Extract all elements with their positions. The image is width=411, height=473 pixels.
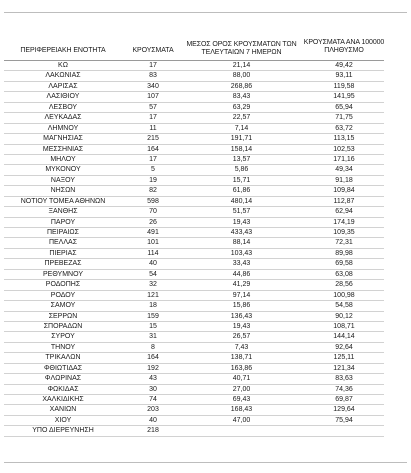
cell-cases-per-100k: 121,34 bbox=[333, 364, 355, 372]
cell-region: ΣΕΡΡΩΝ bbox=[48, 312, 78, 320]
cell-cases-per-100k: 109,35 bbox=[333, 229, 355, 236]
cell-cases: 114 bbox=[147, 249, 159, 257]
cell-region: ΥΠΟ ΔΙΕΡΕΥΝΗΣΗ bbox=[32, 427, 94, 435]
cell-region: ΣΑΜΟΥ bbox=[50, 302, 76, 310]
table-row bbox=[4, 270, 384, 280]
table-row bbox=[4, 71, 384, 81]
table-body bbox=[4, 61, 384, 437]
cell-region: ΧΑΛΚΙΔΙΚΗΣ bbox=[42, 396, 84, 403]
cell-region: ΤΗΝΟΥ bbox=[50, 343, 76, 351]
table-row bbox=[4, 249, 384, 259]
cell-seven-day-average: 168,43 bbox=[230, 406, 253, 414]
cell-region: ΛΕΥΚΑΔΑΣ bbox=[44, 114, 82, 122]
cell-cases: 40 bbox=[149, 260, 157, 268]
table-row bbox=[4, 332, 384, 342]
cell-region: ΜΑΓΝΗΣΙΑΣ bbox=[43, 135, 83, 143]
cell-seven-day-average: 27,00 bbox=[232, 385, 251, 393]
cell-region: ΛΑΣΙΘΙΟΥ bbox=[46, 93, 80, 101]
table-row bbox=[4, 259, 384, 269]
cell-cases-per-100k: 119,58 bbox=[333, 82, 355, 90]
cell-region: ΜΥΚΟΝΟΥ bbox=[45, 166, 81, 174]
cell-cases: 43 bbox=[149, 375, 157, 383]
cell-cases: 70 bbox=[149, 208, 157, 216]
cell-cases: 491 bbox=[147, 229, 159, 236]
cell-cases: 17 bbox=[149, 62, 157, 69]
cell-region: ΞΑΝΘΗΣ bbox=[48, 208, 78, 216]
cell-region: ΧΑΝΙΩΝ bbox=[49, 406, 77, 414]
cell-seven-day-average: 21,14 bbox=[232, 62, 251, 69]
cell-cases-per-100k: 63,08 bbox=[335, 270, 353, 278]
cell-cases: 164 bbox=[147, 354, 159, 362]
cell-seven-day-average: 191,71 bbox=[230, 135, 253, 143]
cell-region: ΠΡΕΒΕΖΑΣ bbox=[44, 260, 82, 268]
cell-seven-day-average: 88,14 bbox=[232, 239, 251, 247]
cell-cases-per-100k: 49,34 bbox=[335, 166, 353, 174]
cell-seven-day-average: 7,43 bbox=[234, 343, 249, 351]
cell-region: ΡΟΔΟΠΗΣ bbox=[45, 281, 81, 289]
cell-cases-per-100k: 90,12 bbox=[335, 312, 353, 320]
cell-region: ΦΩΚΙΔΑΣ bbox=[47, 385, 79, 393]
cell-cases-per-100k: 74,36 bbox=[335, 385, 353, 393]
header-cases: ΚΡΟΥΣΜΑΤΑ bbox=[132, 47, 174, 54]
cell-seven-day-average: 44,86 bbox=[232, 270, 251, 278]
cell-cases: 30 bbox=[149, 385, 157, 393]
cell-region: ΝΑΞΟΥ bbox=[50, 176, 76, 184]
cell-cases-per-100k: 54,58 bbox=[335, 302, 353, 310]
cell-cases-per-100k: 112,87 bbox=[333, 197, 355, 205]
table-row bbox=[4, 238, 384, 248]
table-row bbox=[4, 301, 384, 311]
table-row bbox=[4, 186, 384, 196]
cell-cases-per-100k: 93,11 bbox=[335, 72, 353, 80]
cell-cases-per-100k: 109,84 bbox=[333, 187, 355, 195]
cell-seven-day-average: 158,14 bbox=[230, 145, 253, 153]
cell-region: ΝΗΣΩΝ bbox=[50, 187, 76, 195]
cell-region: ΧΙΟΥ bbox=[54, 416, 72, 424]
table-row bbox=[4, 312, 384, 322]
cell-seven-day-average: 41,29 bbox=[232, 281, 251, 289]
cell-cases: 54 bbox=[149, 270, 157, 278]
cell-seven-day-average: 13,57 bbox=[232, 155, 251, 163]
bottom-rule bbox=[4, 462, 407, 463]
cell-cases: 18 bbox=[149, 302, 157, 310]
cell-cases: 8 bbox=[151, 343, 155, 351]
cell-seven-day-average: 103,43 bbox=[230, 249, 253, 257]
cell-seven-day-average: 19,43 bbox=[232, 218, 251, 226]
table-row bbox=[4, 364, 384, 374]
cell-region: ΠΕΙΡΑΙΩΣ bbox=[47, 229, 79, 236]
table-row bbox=[4, 374, 384, 384]
cell-cases: 203 bbox=[147, 406, 159, 414]
table-header bbox=[4, 38, 384, 61]
table-row bbox=[4, 353, 384, 363]
cell-cases: 107 bbox=[147, 93, 159, 101]
table-row bbox=[4, 61, 384, 71]
table-row bbox=[4, 280, 384, 290]
cell-region: ΣΥΡΟΥ bbox=[51, 333, 75, 341]
cell-cases-per-100k: 69,87 bbox=[335, 396, 353, 403]
cell-cases: 74 bbox=[149, 396, 157, 403]
cell-cases: 192 bbox=[147, 364, 159, 372]
cell-cases-per-100k: 69,58 bbox=[335, 260, 353, 268]
cell-region: ΝΟΤΙΟΥ ΤΟΜΕΑ ΑΘΗΝΩΝ bbox=[20, 197, 106, 205]
header-cases-per-100k: ΚΡΟΥΣΜΑΤΑ ΑΝΑ 100000 ΠΛΗΘΥΣΜΟ bbox=[303, 39, 385, 54]
cell-cases-per-100k: 108,71 bbox=[333, 322, 355, 330]
cell-seven-day-average: 433,43 bbox=[230, 229, 253, 236]
header-region: ΠΕΡΙΦΕΡΕΙΑΚΗ ΕΝΟΤΗΤΑ bbox=[20, 47, 106, 54]
cell-seven-day-average: 33,43 bbox=[232, 260, 251, 268]
cell-seven-day-average: 83,43 bbox=[232, 93, 251, 101]
cell-cases: 15 bbox=[149, 322, 157, 330]
table-row bbox=[4, 395, 384, 405]
cell-seven-day-average: 138,71 bbox=[230, 354, 253, 362]
cell-cases: 11 bbox=[149, 124, 157, 132]
cell-seven-day-average: 480,14 bbox=[230, 197, 253, 205]
table-row bbox=[4, 103, 384, 113]
cell-region: ΛΑΡΙΣΑΣ bbox=[48, 82, 78, 90]
table-row bbox=[4, 405, 384, 415]
table-row bbox=[4, 385, 384, 395]
cell-cases: 215 bbox=[147, 135, 159, 143]
cell-cases-per-100k: 75,94 bbox=[335, 416, 353, 424]
cell-cases: 159 bbox=[147, 312, 159, 320]
cell-region: ΠΙΕΡΙΑΣ bbox=[49, 249, 77, 257]
table-row bbox=[4, 82, 384, 92]
cell-seven-day-average: 5,86 bbox=[234, 166, 249, 174]
cell-seven-day-average: 63,29 bbox=[232, 103, 251, 111]
table-row bbox=[4, 165, 384, 175]
cell-cases-per-100k: 62,94 bbox=[335, 208, 353, 216]
cell-cases-per-100k: 144,14 bbox=[333, 333, 355, 341]
cell-region: ΛΑΚΩΝΙΑΣ bbox=[45, 72, 81, 80]
cell-seven-day-average: 268,86 bbox=[230, 82, 253, 90]
cell-cases: 17 bbox=[149, 114, 157, 122]
cell-cases-per-100k: 83,63 bbox=[335, 375, 353, 383]
cell-cases-per-100k: 102,53 bbox=[333, 145, 355, 153]
cell-seven-day-average: 7,14 bbox=[234, 124, 249, 132]
table-row bbox=[4, 322, 384, 332]
cell-seven-day-average: 97,14 bbox=[232, 291, 251, 299]
cell-cases-per-100k: 129,64 bbox=[333, 406, 355, 414]
cell-cases: 83 bbox=[149, 72, 157, 80]
cell-cases: 218 bbox=[147, 427, 159, 435]
cell-cases-per-100k: 113,15 bbox=[333, 135, 355, 143]
table-row bbox=[4, 124, 384, 134]
cell-region: ΛΕΣΒΟΥ bbox=[48, 103, 78, 111]
cell-cases: 340 bbox=[147, 82, 159, 90]
cell-cases-per-100k: 72,31 bbox=[335, 239, 353, 247]
table-row bbox=[4, 145, 384, 155]
cell-region: ΤΡΙΚΑΛΩΝ bbox=[45, 354, 81, 362]
cell-cases-per-100k: 49,42 bbox=[335, 62, 353, 69]
cell-region: ΠΑΡΟΥ bbox=[50, 218, 76, 226]
cell-seven-day-average: 69,43 bbox=[232, 396, 251, 403]
cell-region: ΚΩ bbox=[58, 62, 68, 69]
cell-region: ΣΠΟΡΑΔΩΝ bbox=[43, 322, 83, 330]
cell-seven-day-average: 15,86 bbox=[232, 302, 251, 310]
cell-seven-day-average: 136,43 bbox=[230, 312, 253, 320]
cell-seven-day-average: 40,71 bbox=[232, 375, 251, 383]
table-row bbox=[4, 228, 384, 238]
cell-cases: 598 bbox=[147, 197, 159, 205]
cell-cases: 32 bbox=[149, 281, 157, 289]
cell-cases: 57 bbox=[149, 103, 157, 111]
cell-cases: 17 bbox=[149, 155, 157, 163]
cell-cases-per-100k: 141,95 bbox=[333, 93, 355, 101]
table-row bbox=[4, 426, 384, 436]
cell-cases-per-100k: 65,94 bbox=[335, 103, 353, 111]
cell-region: ΠΕΛΛΑΣ bbox=[48, 239, 78, 247]
cell-cases-per-100k: 89,98 bbox=[335, 249, 353, 257]
table-row bbox=[4, 218, 384, 228]
cell-seven-day-average: 47,00 bbox=[232, 416, 251, 424]
cell-cases-per-100k: 63,72 bbox=[335, 124, 353, 132]
cell-cases-per-100k: 91,18 bbox=[335, 176, 353, 184]
table-row bbox=[4, 343, 384, 353]
cell-cases: 26 bbox=[149, 218, 157, 226]
cell-seven-day-average: 88,00 bbox=[232, 72, 251, 80]
table-row bbox=[4, 176, 384, 186]
cell-cases-per-100k: 171,16 bbox=[333, 155, 355, 163]
cell-region: ΦΛΩΡΙΝΑΣ bbox=[44, 375, 82, 383]
cell-cases: 31 bbox=[149, 333, 157, 341]
cell-seven-day-average: 26,57 bbox=[232, 333, 251, 341]
cell-seven-day-average: 163,86 bbox=[230, 364, 253, 372]
cell-cases: 5 bbox=[151, 166, 155, 174]
table-row bbox=[4, 113, 384, 123]
cell-cases-per-100k: 125,11 bbox=[333, 354, 355, 362]
cell-cases: 101 bbox=[147, 239, 159, 247]
cell-cases: 121 bbox=[147, 291, 159, 299]
cell-region: ΡΕΘΥΜΝΟΥ bbox=[42, 270, 83, 278]
cell-cases: 40 bbox=[149, 416, 157, 424]
cell-cases-per-100k: 92,64 bbox=[335, 343, 353, 351]
cell-region: ΜΗΛΟΥ bbox=[50, 155, 76, 163]
table-row bbox=[4, 134, 384, 144]
table-row bbox=[4, 155, 384, 165]
cell-cases: 19 bbox=[149, 176, 157, 184]
cell-cases: 164 bbox=[147, 145, 159, 153]
cell-seven-day-average: 15,71 bbox=[232, 176, 251, 184]
cell-cases-per-100k: 174,19 bbox=[333, 218, 355, 226]
cell-region: ΛΗΜΝΟΥ bbox=[47, 124, 79, 132]
cell-seven-day-average: 61,86 bbox=[232, 187, 251, 195]
table-row bbox=[4, 92, 384, 102]
table-row bbox=[4, 207, 384, 217]
cases-table bbox=[4, 38, 384, 437]
cell-cases: 82 bbox=[149, 187, 157, 195]
cell-region: ΡΟΔΟΥ bbox=[50, 291, 76, 299]
cell-seven-day-average: 51,57 bbox=[232, 208, 251, 216]
cell-cases-per-100k: 100,98 bbox=[333, 291, 355, 299]
cell-seven-day-average: 19,43 bbox=[232, 322, 251, 330]
cell-region: ΜΕΣΣΗΝΙΑΣ bbox=[42, 145, 84, 153]
table-row bbox=[4, 291, 384, 301]
top-rule bbox=[4, 12, 407, 13]
cell-region: ΦΘΙΩΤΙΔΑΣ bbox=[43, 364, 83, 372]
table-row bbox=[4, 416, 384, 426]
cell-cases-per-100k: 71,75 bbox=[335, 114, 353, 122]
header-seven-day-average: ΜΕΣΟΣ ΟΡΟΣ ΚΡΟΥΣΜΑΤΩΝ ΤΩΝ ΤΕΛΕΥΤΑΙΩΝ 7 ΗΜΕΡΩΝ bbox=[186, 41, 297, 56]
cell-cases-per-100k: 28,56 bbox=[335, 281, 353, 289]
table-row bbox=[4, 197, 384, 207]
cell-seven-day-average: 22,57 bbox=[232, 114, 251, 122]
